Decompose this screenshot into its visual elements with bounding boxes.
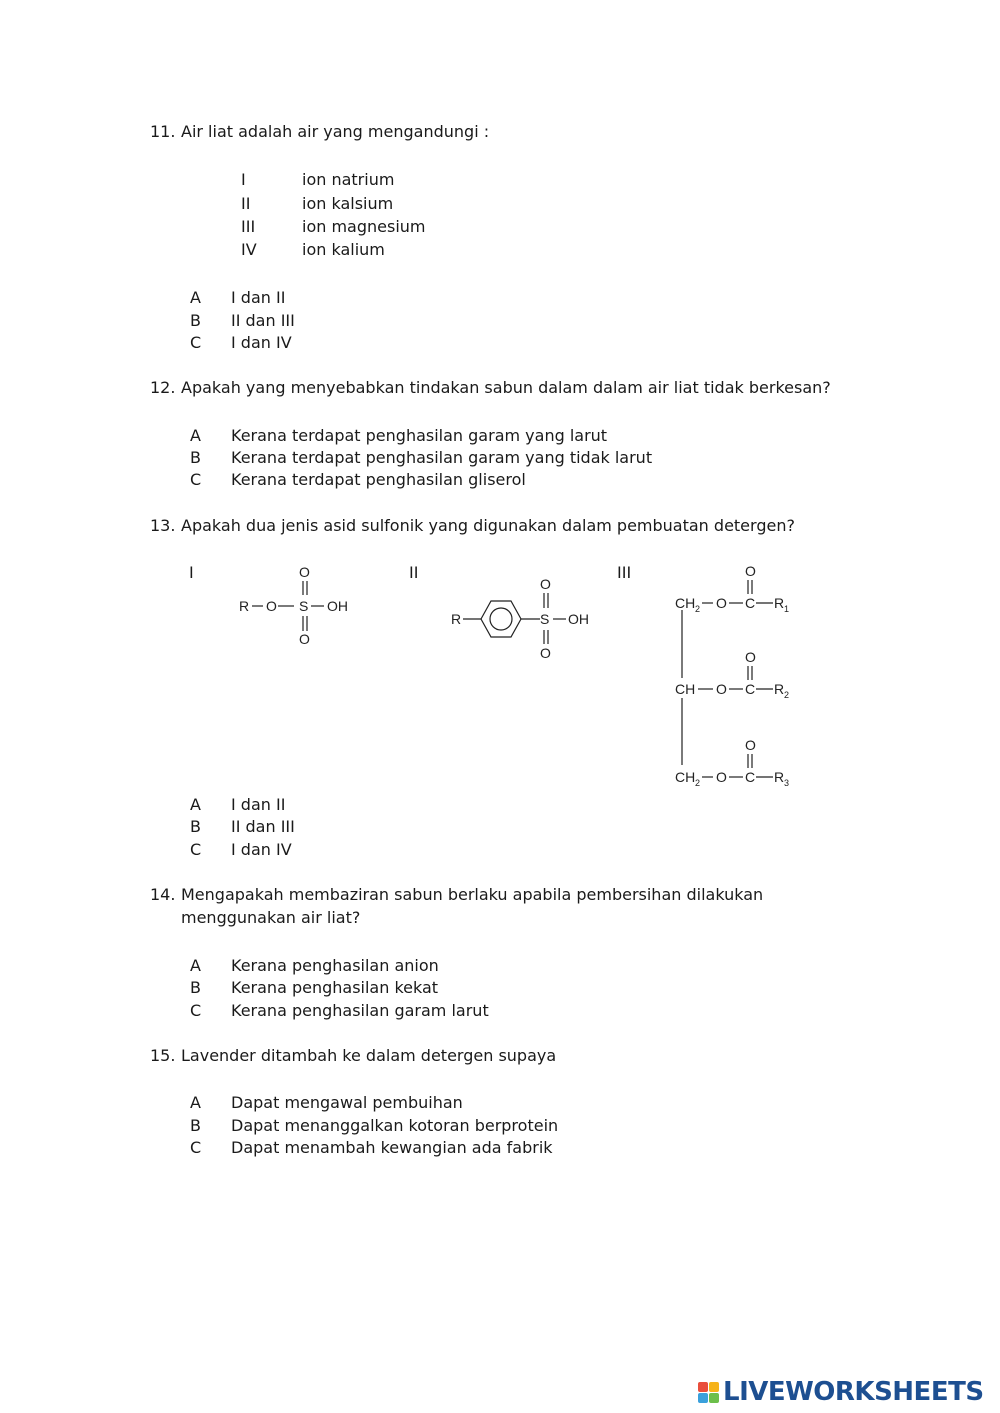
atom-label: O [299, 564, 310, 580]
logo-square [709, 1382, 719, 1392]
logo-square [698, 1393, 708, 1403]
option-letter[interactable]: B [190, 978, 201, 997]
atom-label: O [266, 598, 277, 614]
option-letter[interactable]: A [190, 288, 201, 307]
atom-label: O [745, 649, 756, 665]
option-letter[interactable]: A [190, 795, 201, 814]
option-text[interactable]: Kerana terdapat penghasilan garam yang larut [231, 426, 608, 445]
liveworksheets-logo [698, 1378, 984, 1406]
option-text[interactable]: II dan III [231, 817, 295, 836]
atom-label: OH [568, 611, 589, 627]
structure-I-diagram [230, 560, 360, 650]
atom-label: S [299, 598, 309, 614]
option-letter[interactable]: A [190, 956, 201, 975]
atom-label: S [540, 611, 550, 627]
option-letter[interactable]: B [190, 448, 201, 467]
question-15-number: 15. [150, 1046, 176, 1065]
atom-label: R [239, 598, 250, 614]
atom-label: OH [327, 598, 348, 614]
statement-roman: I [241, 170, 246, 189]
option-letter[interactable]: B [190, 1116, 201, 1135]
logo-text: LIVEWORKSHEETS [723, 1377, 984, 1407]
option-letter[interactable]: C [190, 333, 202, 352]
option-text[interactable]: Dapat mengawal pembuihan [231, 1093, 463, 1112]
atom-label: O [540, 645, 551, 661]
option-text[interactable]: Kerana terdapat penghasilan gliserol [231, 470, 526, 489]
question-15-text: Lavender ditambah ke dalam detergen supaya [181, 1046, 557, 1065]
subscript: 2 [695, 604, 701, 614]
statement-roman: IV [241, 240, 257, 259]
option-text[interactable]: I dan IV [231, 840, 292, 859]
structure-II-label: II [409, 563, 419, 582]
question-13-number: 13. [150, 516, 176, 535]
statement-roman: III [241, 217, 256, 236]
atom-label: C [745, 595, 756, 611]
atom-label: O [299, 631, 310, 647]
atom-label: O [716, 595, 727, 611]
option-text[interactable]: Kerana penghasilan garam larut [231, 1001, 489, 1020]
atom-label: R [774, 769, 785, 785]
subscript: 1 [784, 604, 790, 614]
option-text[interactable]: Kerana terdapat penghasilan garam yang tidak larut [231, 448, 653, 467]
option-text[interactable]: I dan II [231, 795, 286, 814]
statement-text: ion kalium [302, 240, 385, 259]
atom-label: O [716, 681, 727, 697]
atom-label: O [540, 576, 551, 592]
atom-label: C [745, 769, 756, 785]
question-14-text: Mengapakah membaziran sabun berlaku apabila pembersihan dilakukan [181, 885, 764, 904]
option-letter[interactable]: C [190, 1138, 202, 1157]
option-text[interactable]: I dan II [231, 288, 286, 307]
option-letter[interactable]: A [190, 1093, 201, 1112]
option-letter[interactable]: C [190, 1001, 202, 1020]
statement-text: ion magnesium [302, 217, 426, 236]
atom-label: R [774, 595, 785, 611]
option-letter[interactable]: B [190, 311, 201, 330]
subscript: 2 [695, 778, 701, 788]
option-text[interactable]: I dan IV [231, 333, 292, 352]
option-letter[interactable]: C [190, 470, 202, 489]
question-12-number: 12. [150, 378, 176, 397]
atom-label: R [774, 681, 785, 697]
option-letter[interactable]: A [190, 426, 201, 445]
option-letter[interactable]: B [190, 817, 201, 836]
statement-roman: II [241, 194, 251, 213]
logo-square [698, 1382, 708, 1392]
atom-label: O [745, 563, 756, 579]
structure-II-diagram [445, 570, 605, 665]
atom-label: CH [675, 595, 696, 611]
atom-label: CH [675, 769, 696, 785]
atom-label: CH [675, 681, 696, 697]
structure-III-diagram [670, 560, 810, 795]
option-text[interactable]: Dapat menanggalkan kotoran berprotein [231, 1116, 559, 1135]
option-text[interactable]: II dan III [231, 311, 295, 330]
option-letter[interactable]: C [190, 840, 202, 859]
atom-label: O [716, 769, 727, 785]
atom-label: C [745, 681, 756, 697]
option-text[interactable]: Dapat menambah kewangian ada fabrik [231, 1138, 553, 1157]
atom-label: R [451, 611, 462, 627]
option-text[interactable]: Kerana penghasilan kekat [231, 978, 439, 997]
subscript: 3 [784, 778, 790, 788]
statement-text: ion kalsium [302, 194, 394, 213]
structure-I-label: I [189, 563, 194, 582]
question-11-number: 11. [150, 122, 176, 141]
question-14-text-line2: menggunakan air liat? [181, 908, 361, 927]
structure-III-label: III [617, 563, 632, 582]
question-13-text: Apakah dua jenis asid sulfonik yang digunakan dalam pembuatan detergen? [181, 516, 795, 535]
subscript: 2 [784, 690, 790, 700]
question-14-number: 14. [150, 885, 176, 904]
logo-grid-icon [698, 1382, 719, 1403]
question-12-text: Apakah yang menyebabkan tindakan sabun dalam dalam air liat tidak berkesan? [181, 378, 831, 397]
statement-text: ion natrium [302, 170, 395, 189]
logo-square [709, 1393, 719, 1403]
option-text[interactable]: Kerana penghasilan anion [231, 956, 439, 975]
atom-label: O [745, 737, 756, 753]
question-11-text: Air liat adalah air yang mengandungi : [181, 122, 490, 141]
